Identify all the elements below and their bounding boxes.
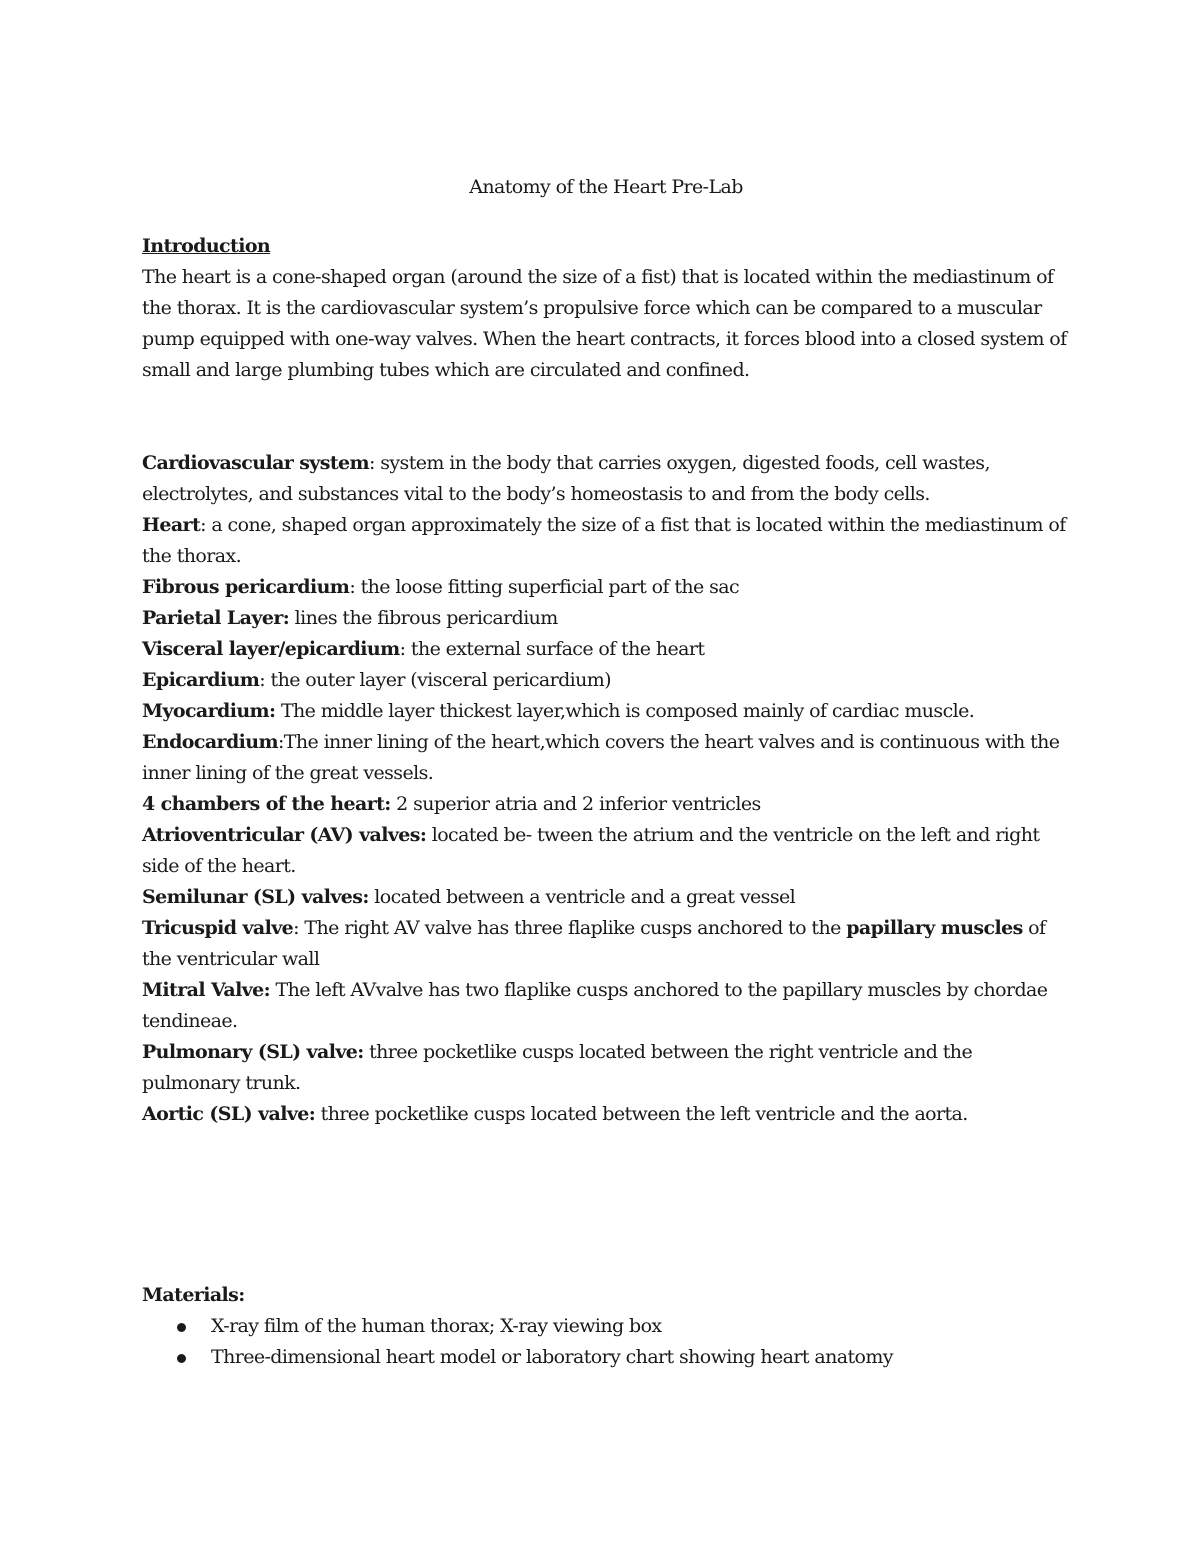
- materials-item-text: Three-dimensional heart model or laboratory chart showing heart anatomy: [211, 1346, 893, 1368]
- materials-item: [142, 1342, 1070, 1373]
- introduction-heading: Introduction: [142, 235, 271, 257]
- definition-bold-term: papillary muscles: [846, 917, 1023, 939]
- definition-text: The inner lining of the heart,which covers the heart valves and is continuous with the inner lining of the great vessels.: [142, 731, 1060, 784]
- definition-item: [142, 975, 1070, 1037]
- definition-item: [142, 634, 1070, 665]
- definition-text: three pocketlike cusps located between the left ventricle and the aorta.: [320, 1103, 968, 1125]
- definition-item: [142, 665, 1070, 696]
- definition-text: a cone, shaped organ approximately the size of a fist that is located within the mediastinum of the thorax.: [142, 514, 1066, 567]
- definition-separator: :: [259, 669, 271, 691]
- definition-separator: :: [369, 452, 381, 474]
- definition-item: [142, 882, 1070, 913]
- definition-term: Semilunar (SL) valves:: [142, 886, 369, 908]
- definition-term: Cardiovascular system: [142, 452, 370, 474]
- definition-text-after: of the ventricular wall: [142, 917, 1046, 970]
- definition-term: Aortic (SL) valve:: [142, 1103, 316, 1125]
- definition-text: the loose fitting superficial part of the sac: [360, 576, 739, 598]
- materials-heading: Materials:: [142, 1284, 245, 1306]
- definition-term: Fibrous pericardium: [142, 576, 350, 598]
- definition-separator: :: [399, 638, 411, 660]
- definition-item: [142, 603, 1070, 634]
- definition-item: [142, 510, 1070, 572]
- definition-separator: :: [200, 514, 212, 536]
- bullet-icon: [177, 1354, 186, 1363]
- definition-text: system in the body that carries oxygen, digested foods, cell wastes, electrolytes, and substances vital to the body’s homeostasis to and from the body cells.: [142, 452, 990, 505]
- definition-term: Mitral Valve:: [142, 979, 271, 1001]
- definition-term: Tricuspid valve: [142, 917, 294, 939]
- definition-term: Pulmonary (SL) valve:: [142, 1041, 364, 1063]
- definition-term: Parietal Layer:: [142, 607, 290, 629]
- definition-term: Myocardium:: [142, 700, 276, 722]
- definitions-list: [142, 448, 1070, 1130]
- definition-item: [142, 696, 1070, 727]
- definition-item: [142, 789, 1070, 820]
- definition-item: [142, 820, 1070, 882]
- definition-item: [142, 1037, 1070, 1099]
- definition-term: Atrioventricular (AV) valves:: [142, 824, 427, 846]
- definition-separator: :: [293, 917, 305, 939]
- bullet-icon: [177, 1323, 186, 1332]
- definition-text: three pocketlike cusps located between the right ventricle and the pulmonary trunk.: [142, 1041, 973, 1094]
- definition-item: [142, 448, 1070, 510]
- introduction-paragraph: The heart is a cone-shaped organ (around the size of a fist) that is located within the mediastinum of the thorax. It is the cardiovascular system’s propulsive force which can be compared to a muscular pump equipped with one-way valves. When the heart contracts, it forces blood into a closed system of small and large plumbing tubes which are circulated and confined.: [142, 266, 1067, 381]
- definition-text: the external surface of the heart: [410, 638, 705, 660]
- definition-text: the outer layer (visceral pericardium): [270, 669, 611, 691]
- definition-text: 2 superior atria and 2 inferior ventricles: [396, 793, 761, 815]
- definition-item: [142, 727, 1070, 789]
- definition-text: The middle layer thickest layer,which is composed mainly of cardiac muscle.: [280, 700, 975, 722]
- definition-term: 4 chambers of the heart:: [142, 793, 391, 815]
- definition-text: lines the fibrous pericardium: [294, 607, 558, 629]
- definition-item: [142, 1099, 1070, 1130]
- document-title: Anatomy of the Heart Pre-Lab: [469, 176, 743, 198]
- materials-item: [142, 1311, 1070, 1342]
- definition-item: [142, 913, 1070, 975]
- definition-term: Heart: [142, 514, 201, 536]
- definition-separator: :: [277, 731, 284, 753]
- definition-term: Epicardium: [142, 669, 260, 691]
- definition-separator: :: [349, 576, 361, 598]
- definition-text: located between a ventricle and a great vessel: [374, 886, 796, 908]
- definition-text: The right AV valve has three flaplike cusps anchored to the: [304, 917, 847, 939]
- definition-text: The left AVvalve has two flaplike cusps anchored to the papillary muscles by chordae tendineae.: [142, 979, 1048, 1032]
- materials-list: [142, 1311, 1070, 1373]
- definition-term: Visceral layer/epicardium: [142, 638, 400, 660]
- definition-term: Endocardium: [142, 731, 278, 753]
- definition-text: located be- tween the atrium and the ventricle on the left and right side of the heart.: [142, 824, 1040, 877]
- materials-item-text: X-ray film of the human thorax; X-ray viewing box: [211, 1315, 662, 1337]
- definition-item: [142, 572, 1070, 603]
